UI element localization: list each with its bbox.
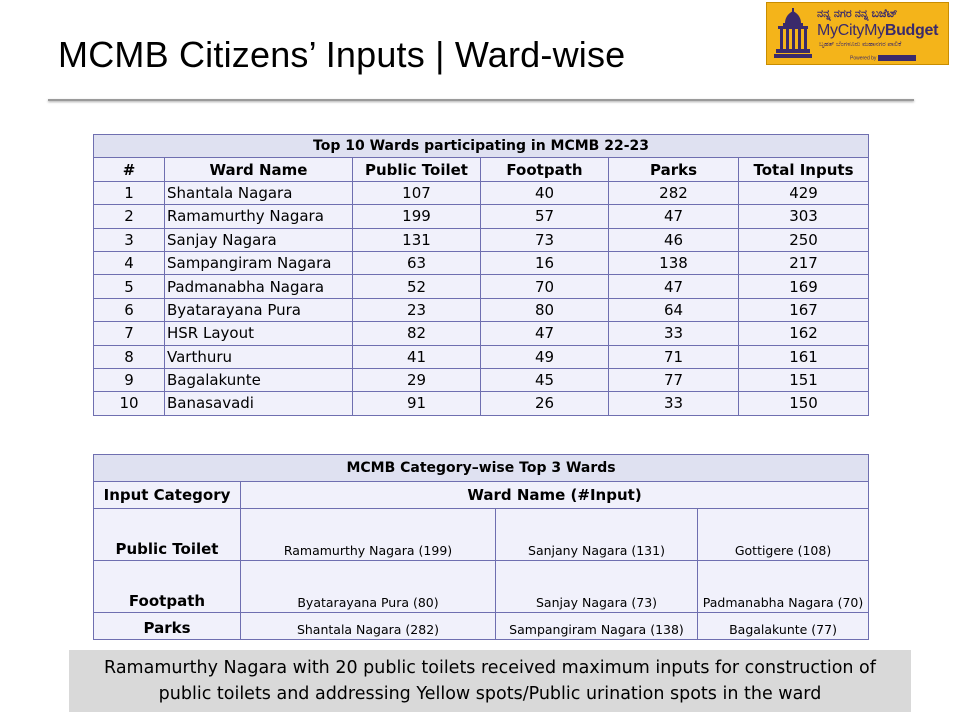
cell-footpath: 47 bbox=[481, 322, 609, 345]
cell-rank: 7 bbox=[94, 322, 165, 345]
cell-parks: 33 bbox=[609, 322, 739, 345]
cell-ward-rank-2: Sanjay Nagara (73) bbox=[496, 561, 698, 613]
cell-public-toilet: 199 bbox=[353, 205, 481, 228]
cell-footpath: 80 bbox=[481, 298, 609, 321]
cell-total-inputs: 217 bbox=[739, 251, 869, 274]
cell-rank: 1 bbox=[94, 181, 165, 204]
cell-footpath: 26 bbox=[481, 392, 609, 415]
title-divider bbox=[48, 99, 914, 101]
logo-kannada-subtitle: ಬೃಹತ್ ಬೆಂಗಳೂರು ಮಹಾನಗರ ಪಾಲಿಕೆ bbox=[819, 41, 902, 48]
cell-total-inputs: 162 bbox=[739, 322, 869, 345]
table-row bbox=[94, 368, 869, 391]
cell-public-toilet: 91 bbox=[353, 392, 481, 415]
cell-ward-rank-3: Gottigere (108) bbox=[698, 509, 869, 561]
cell-public-toilet: 52 bbox=[353, 275, 481, 298]
cell-total-inputs: 161 bbox=[739, 345, 869, 368]
cell-rank: 5 bbox=[94, 275, 165, 298]
col-header-public-toilet: Public Toilet bbox=[353, 158, 481, 181]
cell-rank: 10 bbox=[94, 392, 165, 415]
top10-caption: Top 10 Wards participating in MCMB 22-23 bbox=[94, 135, 869, 158]
cell-footpath: 57 bbox=[481, 205, 609, 228]
cell-parks: 71 bbox=[609, 345, 739, 368]
category-top3-table bbox=[93, 454, 869, 640]
cell-footpath: 16 bbox=[481, 251, 609, 274]
table-row bbox=[94, 228, 869, 251]
cell-rank: 4 bbox=[94, 251, 165, 274]
cell-public-toilet: 41 bbox=[353, 345, 481, 368]
logo-kannada-title: ನನ್ನ ನಗರ ನನ್ನ ಬಜೆಟ್ bbox=[817, 8, 898, 20]
cell-total-inputs: 169 bbox=[739, 275, 869, 298]
cell-public-toilet: 63 bbox=[353, 251, 481, 274]
cell-total-inputs: 151 bbox=[739, 368, 869, 391]
cell-ward-name: Banasavadi bbox=[165, 392, 353, 415]
summary-text: Ramamurthy Nagara with 20 public toilets received maximum inputs for construction of public toilets and addressing Yellow spots/Public urination spots in the ward bbox=[104, 658, 876, 704]
cell-ward-rank-3: Bagalakunte (77) bbox=[698, 613, 869, 640]
cell-parks: 46 bbox=[609, 228, 739, 251]
table-row bbox=[94, 205, 869, 228]
cell-parks: 47 bbox=[609, 205, 739, 228]
cell-ward-name: Sanjay Nagara bbox=[165, 228, 353, 251]
table-row bbox=[94, 509, 869, 561]
cell-input-category: Footpath bbox=[94, 561, 241, 613]
cell-parks: 47 bbox=[609, 275, 739, 298]
table-row bbox=[94, 275, 869, 298]
cell-total-inputs: 250 bbox=[739, 228, 869, 251]
cell-ward-name: Varthuru bbox=[165, 345, 353, 368]
cell-parks: 282 bbox=[609, 181, 739, 204]
col-header-rank: # bbox=[94, 158, 165, 181]
cell-parks: 33 bbox=[609, 392, 739, 415]
col-header-total-inputs: Total Inputs bbox=[739, 158, 869, 181]
cell-ward-name: Sampangiram Nagara bbox=[165, 251, 353, 274]
table-row bbox=[94, 345, 869, 368]
cell-footpath: 45 bbox=[481, 368, 609, 391]
cell-rank: 8 bbox=[94, 345, 165, 368]
table-row bbox=[94, 561, 869, 613]
cell-rank: 9 bbox=[94, 368, 165, 391]
page-title: MCMB Citizens’ Inputs | Ward-wise bbox=[58, 34, 626, 75]
cell-ward-name: Ramamurthy Nagara bbox=[165, 205, 353, 228]
cell-input-category: Public Toilet bbox=[94, 509, 241, 561]
cell-rank: 3 bbox=[94, 228, 165, 251]
cell-ward-rank-1: Byatarayana Pura (80) bbox=[241, 561, 496, 613]
cell-footpath: 40 bbox=[481, 181, 609, 204]
cell-ward-name: Byatarayana Pura bbox=[165, 298, 353, 321]
table-row bbox=[94, 251, 869, 274]
cell-ward-rank-1: Ramamurthy Nagara (199) bbox=[241, 509, 496, 561]
cell-total-inputs: 167 bbox=[739, 298, 869, 321]
col-header-footpath: Footpath bbox=[481, 158, 609, 181]
cell-footpath: 49 bbox=[481, 345, 609, 368]
table-row bbox=[94, 392, 869, 415]
cell-rank: 6 bbox=[94, 298, 165, 321]
cell-public-toilet: 131 bbox=[353, 228, 481, 251]
cell-input-category: Parks bbox=[94, 613, 241, 640]
col-header-ward-name-input: Ward Name (#Input) bbox=[241, 482, 869, 509]
top10-header-row bbox=[94, 158, 869, 181]
cell-ward-rank-3: Padmanabha Nagara (70) bbox=[698, 561, 869, 613]
vidhana-soudha-icon bbox=[774, 8, 812, 60]
cell-ward-name: Padmanabha Nagara bbox=[165, 275, 353, 298]
table-row bbox=[94, 322, 869, 345]
cell-ward-name: HSR Layout bbox=[165, 322, 353, 345]
top10-wards-table bbox=[93, 134, 869, 416]
cell-public-toilet: 23 bbox=[353, 298, 481, 321]
col-header-parks: Parks bbox=[609, 158, 739, 181]
cell-footpath: 73 bbox=[481, 228, 609, 251]
mycitymybudget-logo bbox=[766, 2, 949, 65]
col-header-input-category: Input Category bbox=[94, 482, 241, 509]
cell-ward-name: Shantala Nagara bbox=[165, 181, 353, 204]
cell-parks: 64 bbox=[609, 298, 739, 321]
logo-brand-name: MyCityMyBudget bbox=[817, 22, 939, 39]
cell-total-inputs: 303 bbox=[739, 205, 869, 228]
cell-total-inputs: 429 bbox=[739, 181, 869, 204]
logo-powered-by: Powered by bbox=[850, 55, 916, 61]
cell-ward-name: Bagalakunte bbox=[165, 368, 353, 391]
cell-total-inputs: 150 bbox=[739, 392, 869, 415]
cell-footpath: 70 bbox=[481, 275, 609, 298]
cell-parks: 138 bbox=[609, 251, 739, 274]
table-row bbox=[94, 298, 869, 321]
cell-public-toilet: 82 bbox=[353, 322, 481, 345]
category-caption: MCMB Category–wise Top 3 Wards bbox=[94, 455, 869, 482]
cell-ward-rank-2: Sampangiram Nagara (138) bbox=[496, 613, 698, 640]
cell-public-toilet: 29 bbox=[353, 368, 481, 391]
cell-ward-rank-1: Shantala Nagara (282) bbox=[241, 613, 496, 640]
table-row bbox=[94, 181, 869, 204]
cell-public-toilet: 107 bbox=[353, 181, 481, 204]
powered-by-mark bbox=[878, 55, 916, 61]
cell-rank: 2 bbox=[94, 205, 165, 228]
table-row bbox=[94, 613, 869, 640]
col-header-ward-name: Ward Name bbox=[165, 158, 353, 181]
cell-ward-rank-2: Sanjany Nagara (131) bbox=[496, 509, 698, 561]
cell-parks: 77 bbox=[609, 368, 739, 391]
summary-callout bbox=[69, 650, 911, 712]
